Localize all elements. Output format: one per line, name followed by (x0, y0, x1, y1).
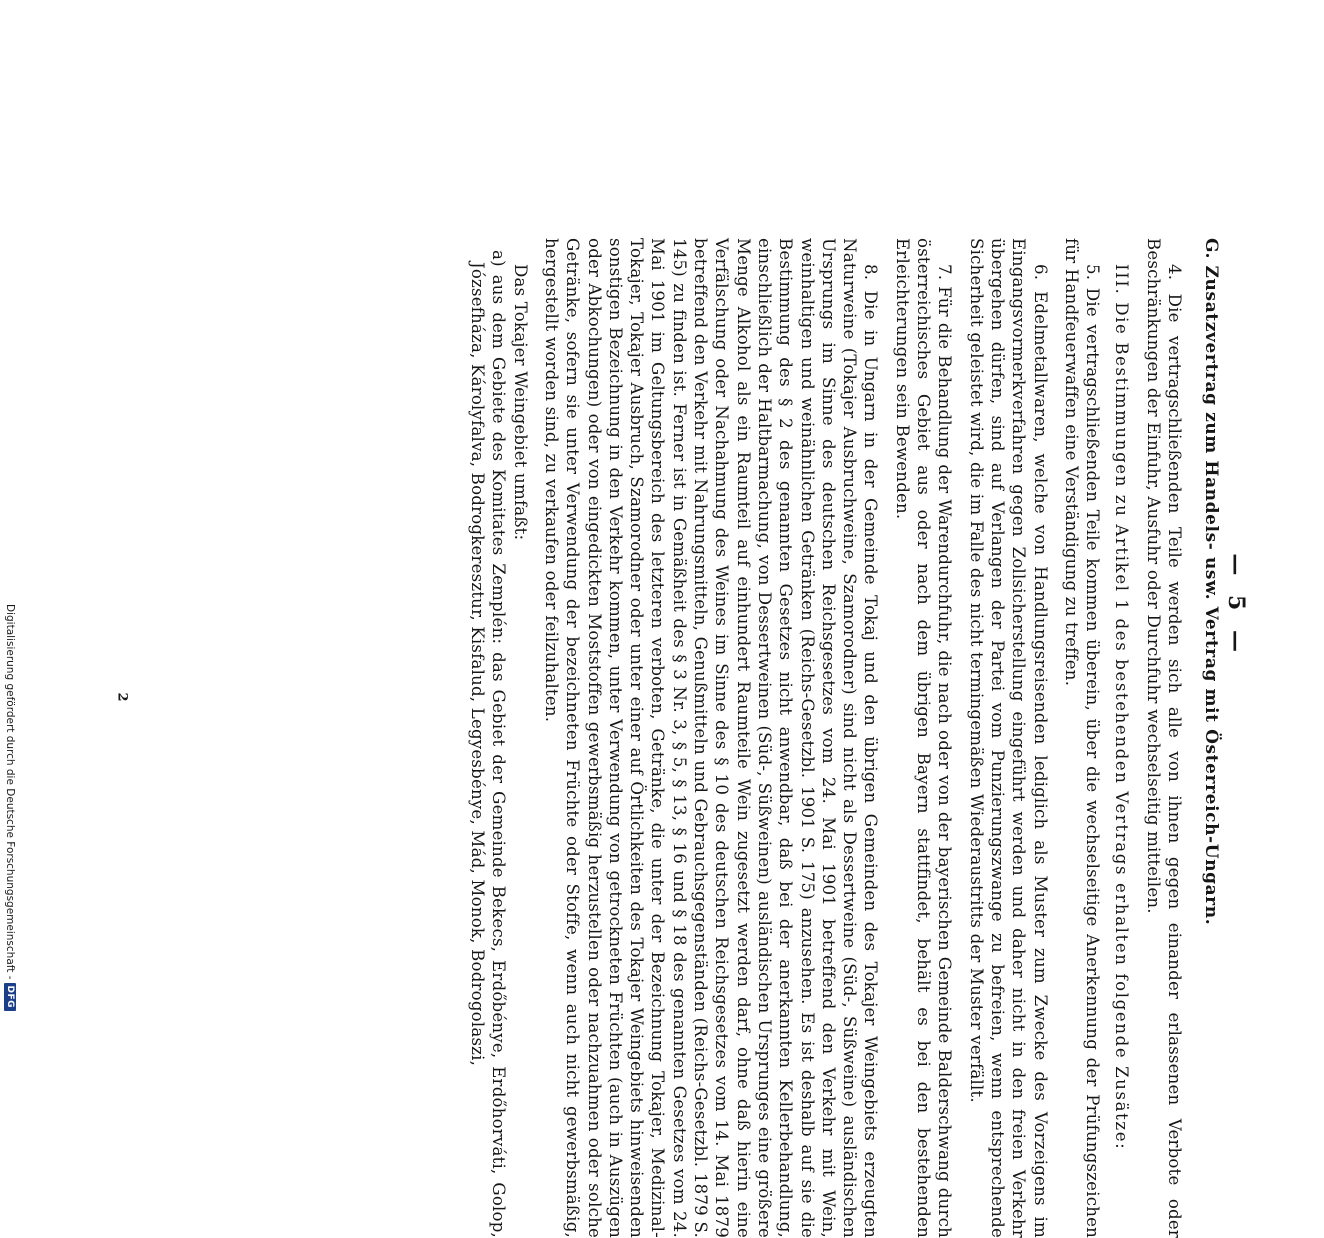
section-heading-iii: III. Die Bestimmungen zu Artikel 1 des bestehenden Vertrags erhalten folgende Zusätze: (1112, 264, 1132, 1151)
signature-mark (115, 692, 130, 702)
paragraph-8: 8. Die in Ungarn in der Gemeinde Tokaj und den übrigen Gemeinden des Tokajer Weingebiets erzeugten Naturweine (Tokajer Ausbruchweine, Szamorodner) sind nicht als Dessertweine (Süd-, Süßweine) ausländischen Ursprungs im Sinne des deutschen Reichsgesetzes vom 24. Mai 1901 betreffend den Verkehr mit Wein, weinhaltigen und weinähnlichen Getränken (Reichs-Gesetzbl. 1901 S. 175) anzusehen. Es ist deshalb auf sie die Bestimmung des § 2 des genannten Gesetzes nicht anwendbar, daß bei der anerkannten Kellerbehandlung, einschließlich der Haltbarmachung, von Dessertweinen (Süd-, Süßweinen) ausländischen Ursprunges eine größere Menge Alkohol als ein Raumteil auf einhundert Raumteile Wein zugesetzt werden darf, ohne daß hierin eine Verfälschung oder Nachahmung des Weines im Sinne des § 10 des deutschen Reichsgesetzes vom 14. Mai 1879 betreffend den Verkehr mit Nahrungsmitteln, Genußmitteln und Gebrauchsgegenständen (Reichs-Gesetzbl. 1879 S. 145) zu finden ist. Ferner ist in Gemäßheit des § 3 Nr. 3, § 5, § 13, § 16 und § 18 des genannten Gesetzes vom 24. Mai 1901 im Geltungsbereich des letzteren verboten, Getränke, die unter der Bezeichnung Tokajer, Medizinal-Tokajer, Tokajer Ausbruch, Szamorodner oder unter einer auf Örtlichkeiten des Tokajer Weingebiets hinweisenden sonstigen Bezeichnung in den Verkehr kommen, unter Verwendung von getrockneten Früchten (auch in Auszügen oder Abkochungen) oder von eingedickten Moststoffen gewerbsmäßig herzustellen oder nachzuahmen oder solche Getränke, sofern sie unter Verwendung der bezeichneten Früchte oder Stoffe, wenn auch nicht gewerbsmäßig, hergestellt worden sind, zu verkaufen oder feilzuhalten. (541, 238, 881, 1238)
rotated-page-content (209, 238, 1249, 1238)
running-title: G. Zusatzvertrag zum Handels- usw. Vertrag mit Österreich-Ungarn. (1201, 238, 1221, 926)
paragraph-7: 7. Für die Behandlung der Warendurchfuhr, die nach oder von der bayerischen Gemeinde Balderschwang durch österreichisches Gebiet aus oder nach dem übrigen Bayern stattfindet, behält es bei den bestehenden Erleichterungen sein Bewenden. (892, 238, 955, 1238)
body-text (467, 238, 1185, 1238)
paragraph-5: 5. Die vertragschließenden Teile kommen überein, über die wechselseitige Anerkennung der Prüfungszeichen für Handfeuerwaffen eine Verständigung zu treffen. (1061, 238, 1103, 1238)
running-head (1187, 238, 1249, 1238)
signature-mark-text: 2 (114, 692, 130, 703)
digitization-credit (4, 604, 16, 1011)
paragraph-tokaj-region: Das Tokajer Weingebiet umfaßt: (510, 264, 530, 541)
list-item-a: a) aus dem Gebiete des Komitates Zemplén: das Gebiet der Gemeinde Bekecs, Erdőbénye, Erdőhorváti, Golop, Józsefháza, Károlyfalva, Bodrogkeresztur, Kisfalud, Legyesbénye, Mád, Monok, Bodrogolaszi, (468, 250, 509, 1238)
credit-text: Digitalisierung gefördert durch die Deutsche Forschungsgemeinschaft - (4, 604, 16, 980)
paragraph-4: 4. Die vertragschließenden Teile werden sich alle von ihnen gegen einander erlassenen Verbote oder Beschränkungen der Einfuhr, Ausfuhr oder Durchfuhr wechselseitig mitteilen. (1143, 238, 1184, 1238)
paragraph-6: 6. Edelmetallwaren, welche von Handlungsreisenden lediglich als Muster zum Zwecke des Vorzeigens im Eingangsvormerkverfahren gegen Zollsicherstellung eingeführt werden und daher nicht in den freien Verkehr übergehen dürfen, sind auf Verlangen der Partei vom Punzierungszwange zu befreien, wenn entsprechende Sicherheit geleistet wird, die im Falle des nicht termingemäßen Wiederaustritts der Muster verfällt. (966, 238, 1050, 1238)
page-number: — 5 — (1223, 553, 1249, 658)
dfg-logo: DFG (4, 983, 16, 1012)
